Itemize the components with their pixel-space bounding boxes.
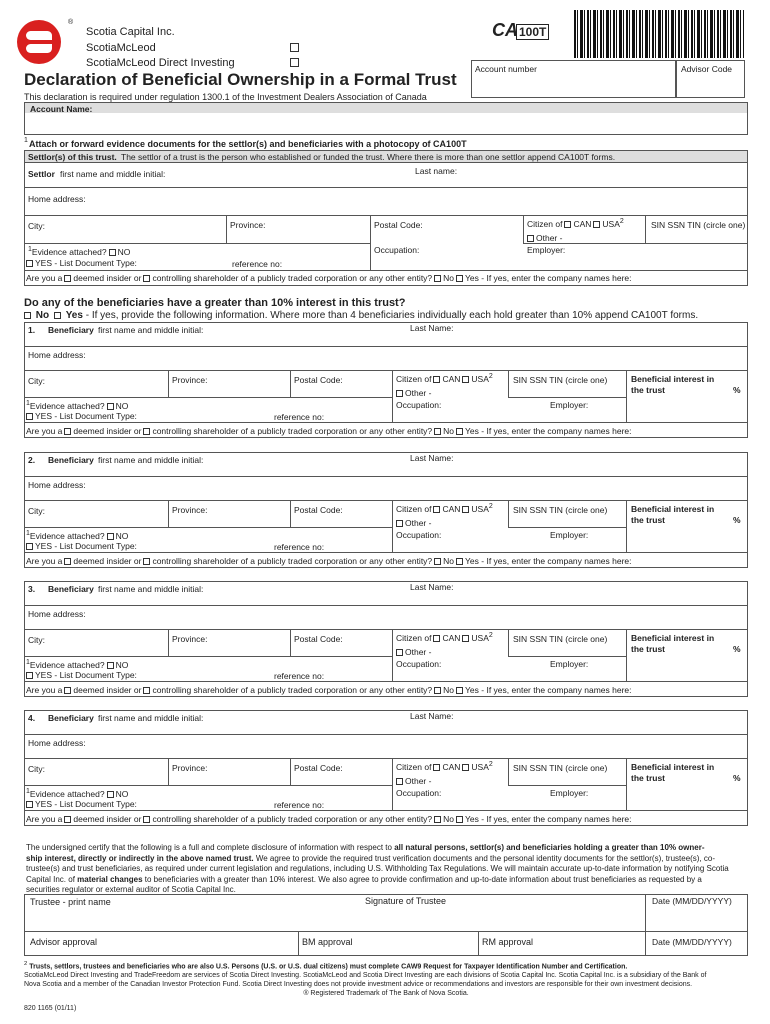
bm-approval-field[interactable]: BM approval <box>302 937 353 947</box>
settlor-deemed-insider-checkbox[interactable] <box>64 275 71 282</box>
trustee-print-name-field[interactable]: Trustee - print name <box>30 897 111 907</box>
beneficiary-3-controlling-shareholder-checkbox[interactable] <box>143 687 150 694</box>
rm-approval-field[interactable]: RM approval <box>482 937 534 947</box>
settlor-occupation-label: Occupation: <box>374 245 420 255</box>
settlor-usa-checkbox[interactable] <box>593 221 600 228</box>
beneficiary-1-evidence-no-checkbox[interactable] <box>107 403 114 410</box>
advisor-approval-field[interactable]: Advisor approval <box>30 937 98 947</box>
footer-notes: $^2$ Trusts, settlors, trustees and beneficiaries who are also U.S. Persons (U.S. or U.S. dual citizens) must complete CAW9 Request for Taxpayer Identification Number and Certification. ScotiaMcLeod Direct Investing and TradeFreedom are services of Scotia Direct Investing. ScotiaMcLeod and Scotia Direct Investing are each divisions of Scotia Capital Inc. Scotia Capital Inc. is a subsidiary of the Bank of Nova Scotia and a member of the Canadian Investor Protection Fund. Scotia Direct Investing does not provide investment advice or recommendations and investors are responsible for their own investment decisions. ® Registered Trademark of The Bank of Nova Scotia. <box>24 961 707 998</box>
settlor-insider-no-checkbox[interactable] <box>434 275 441 282</box>
beneficiary-3-evidence-no-checkbox[interactable] <box>107 662 114 669</box>
company-direct-investing-checkbox[interactable] <box>290 58 299 67</box>
beneficiary-1-insider-no-checkbox[interactable] <box>434 428 441 435</box>
form-number: 820 1165 (01/11) <box>24 1005 77 1012</box>
beneficiary-3-insider-no-checkbox[interactable] <box>434 687 441 694</box>
beneficiary-3-insider-question: Are you a deemed insider or controlling shareholder of a publicly traded corporation or any other entity? No Yes - If yes, enter the company names here: <box>26 685 632 695</box>
beneficiary-1-deemed-insider-checkbox[interactable] <box>64 428 71 435</box>
beneficiary-1-other-checkbox[interactable] <box>396 390 403 397</box>
beneficiary-3-last-name-label: Last Name: <box>410 582 454 592</box>
beneficiary-1-usa-checkbox[interactable] <box>462 376 469 383</box>
beneficiary-3-first-name-label: first name and middle initial: <box>98 584 204 594</box>
barcode <box>574 10 744 58</box>
beneficiary-3-evidence-yes-checkbox[interactable] <box>26 672 33 679</box>
settlor-insider-question: Are you a deemed insider or controlling shareholder of a publicly traded corporation or any other entity? No Yes - If yes, enter the company names here: <box>26 273 632 283</box>
beneficiary-2-insider-no-checkbox[interactable] <box>434 558 441 565</box>
beneficiary-4-first-name-label: first name and middle initial: <box>98 713 204 723</box>
beneficiary-2-interest-label: Beneficial interest in <box>631 504 715 514</box>
company-direct-investing: ScotiaMcLeod Direct Investing <box>86 57 235 69</box>
registered-mark: ® <box>68 19 74 26</box>
company-scotia-capital: Scotia Capital Inc. <box>86 26 175 38</box>
beneficiary-1-first-name-label: first name and middle initial: <box>98 325 204 335</box>
beneficiary-question-no-checkbox[interactable] <box>24 312 31 319</box>
beneficiary-2-insider-yes-checkbox[interactable] <box>456 558 463 565</box>
settlor-can-checkbox[interactable] <box>564 221 571 228</box>
form-code-badge: 100T <box>516 24 549 40</box>
beneficiary-4-usa-checkbox[interactable] <box>462 764 469 771</box>
settlor-employer-label: Employer: <box>527 245 566 255</box>
beneficiary-3-home-address-label: Home address: <box>28 609 86 619</box>
beneficiary-4-can-checkbox[interactable] <box>433 764 440 771</box>
beneficiary-1-last-name-label: Last Name: <box>410 323 454 333</box>
beneficiary-4-insider-question: Are you a deemed insider or controlling shareholder of a publicly traded corporation or any other entity? No Yes - If yes, enter the company names here: <box>26 814 632 824</box>
beneficiary-1-can-checkbox[interactable] <box>433 376 440 383</box>
beneficiary-3-insider-yes-checkbox[interactable] <box>456 687 463 694</box>
beneficiary-3-number: 3. <box>28 584 36 594</box>
certification-text: The undersigned certify that the following is a full and complete disclosure of information with respect to all natural persons, settlor(s) and beneficiaries holding a greater than 10% owner- ship interest, directly or indirectly in the above named trust. We agree to provide the required trust verification documents and the personal identity documents for the settlor(s), trustee(s), co- trustee(s) and trust beneficiaries, as required under current legislation and regulations, including U.S. Withholding Tax Regulations. We will maintain accurate up-to-date information by notifying Scotia Capital Inc. of material changes to beneficiaries with a greater than 10% interest. We also agree to provide confirmation and up-to-date information about trust beneficiaries as requested by a securities regulator or external auditor of Scotia Capital Inc. <box>26 843 729 895</box>
form-subtitle: This declaration is required under regulation 1300.1 of the Investment Dealers Association of Canada <box>24 92 427 102</box>
beneficiary-2-first-name-label: first name and middle initial: <box>98 455 204 465</box>
company-scotiamcleod: ScotiaMcLeod <box>86 42 156 54</box>
company-scotiamcleod-checkbox[interactable] <box>290 43 299 52</box>
beneficiary-3-interest-label: Beneficial interest in <box>631 633 715 643</box>
approval-date-field[interactable]: Date (MM/DD/YYYY) <box>652 937 732 947</box>
beneficiary-4-home-address-label: Home address: <box>28 738 86 748</box>
beneficiary-2-deemed-insider-checkbox[interactable] <box>64 558 71 565</box>
beneficiary-3-other-checkbox[interactable] <box>396 649 403 656</box>
beneficiary-4-number: 4. <box>28 713 36 723</box>
settlor-evidence-no-checkbox[interactable] <box>109 249 116 256</box>
advisor-code-label: Advisor Code <box>681 64 733 74</box>
form-title: Declaration of Beneficial Ownership in a Formal Trust <box>24 70 457 89</box>
beneficiary-1-evidence-yes-checkbox[interactable] <box>26 413 33 420</box>
settlor-last-name-label: Last name: <box>415 166 458 176</box>
beneficiary-2-insider-question: Are you a deemed insider or controlling shareholder of a publicly traded corporation or any other entity? No Yes - If yes, enter the company names here: <box>26 556 632 566</box>
trustee-signature-field[interactable]: Signature of Trustee <box>365 896 447 906</box>
beneficiary-4-last-name-label: Last Name: <box>410 711 454 721</box>
scotia-logo-icon <box>17 20 61 64</box>
beneficiary-3-can-checkbox[interactable] <box>433 635 440 642</box>
beneficiary-3-deemed-insider-checkbox[interactable] <box>64 687 71 694</box>
settlor-other-checkbox[interactable] <box>527 235 534 242</box>
beneficiary-2-number: 2. <box>28 455 36 465</box>
beneficiary-4-interest-label: Beneficial interest in <box>631 762 715 772</box>
settlor-first-name-label: first name and middle initial: <box>60 169 166 179</box>
settlor-home-address-label: Home address: <box>28 194 86 204</box>
trustee-date-field[interactable]: Date (MM/DD/YYYY) <box>652 896 732 906</box>
account-name-label: Account Name: <box>30 104 93 114</box>
beneficiary-3-usa-checkbox[interactable] <box>462 635 469 642</box>
beneficiary-4-other-checkbox[interactable] <box>396 778 403 785</box>
beneficiary-4-evidence-yes-checkbox[interactable] <box>26 801 33 808</box>
beneficiary-1-controlling-shareholder-checkbox[interactable] <box>143 428 150 435</box>
beneficiary-4-insider-yes-checkbox[interactable] <box>456 816 463 823</box>
beneficiary-1-number: 1. <box>28 325 36 335</box>
beneficiary-1-interest-label: Beneficial interest in <box>631 374 715 384</box>
beneficiary-4-evidence-no-checkbox[interactable] <box>107 791 114 798</box>
beneficiary-question: Do any of the beneficiaries have a greater than 10% interest in this trust? <box>24 297 406 309</box>
beneficiary-1-insider-yes-checkbox[interactable] <box>456 428 463 435</box>
beneficiary-2-evidence-no-checkbox[interactable] <box>107 533 114 540</box>
beneficiary-2-controlling-shareholder-checkbox[interactable] <box>143 558 150 565</box>
beneficiary-4-insider-no-checkbox[interactable] <box>434 816 441 823</box>
beneficiary-2-usa-checkbox[interactable] <box>462 506 469 513</box>
beneficiary-2-other-checkbox[interactable] <box>396 520 403 527</box>
beneficiary-2-can-checkbox[interactable] <box>433 506 440 513</box>
beneficiary-1-insider-question: Are you a deemed insider or controlling shareholder of a publicly traded corporation or any other entity? No Yes - If yes, enter the company names here: <box>26 426 632 436</box>
settlor-controlling-shareholder-checkbox[interactable] <box>143 275 150 282</box>
beneficiary-2-evidence-yes-checkbox[interactable] <box>26 543 33 550</box>
settlor-insider-yes-checkbox[interactable] <box>456 275 463 282</box>
beneficiary-4-deemed-insider-checkbox[interactable] <box>64 816 71 823</box>
beneficiary-2-last-name-label: Last Name: <box>410 453 454 463</box>
account-number-label: Account number <box>475 64 537 74</box>
settlor-heading: Attach or forward evidence documents for the settlor(s) and beneficiaries with a photocopy of CA100T <box>29 139 467 149</box>
beneficiary-4-controlling-shareholder-checkbox[interactable] <box>143 816 150 823</box>
beneficiary-question-yes-checkbox[interactable] <box>54 312 61 319</box>
settlor-evidence-yes-checkbox[interactable] <box>26 260 33 267</box>
beneficiary-2-home-address-label: Home address: <box>28 480 86 490</box>
form-code-prefix: CA <box>492 20 518 40</box>
beneficiary-1-home-address-label: Home address: <box>28 350 86 360</box>
